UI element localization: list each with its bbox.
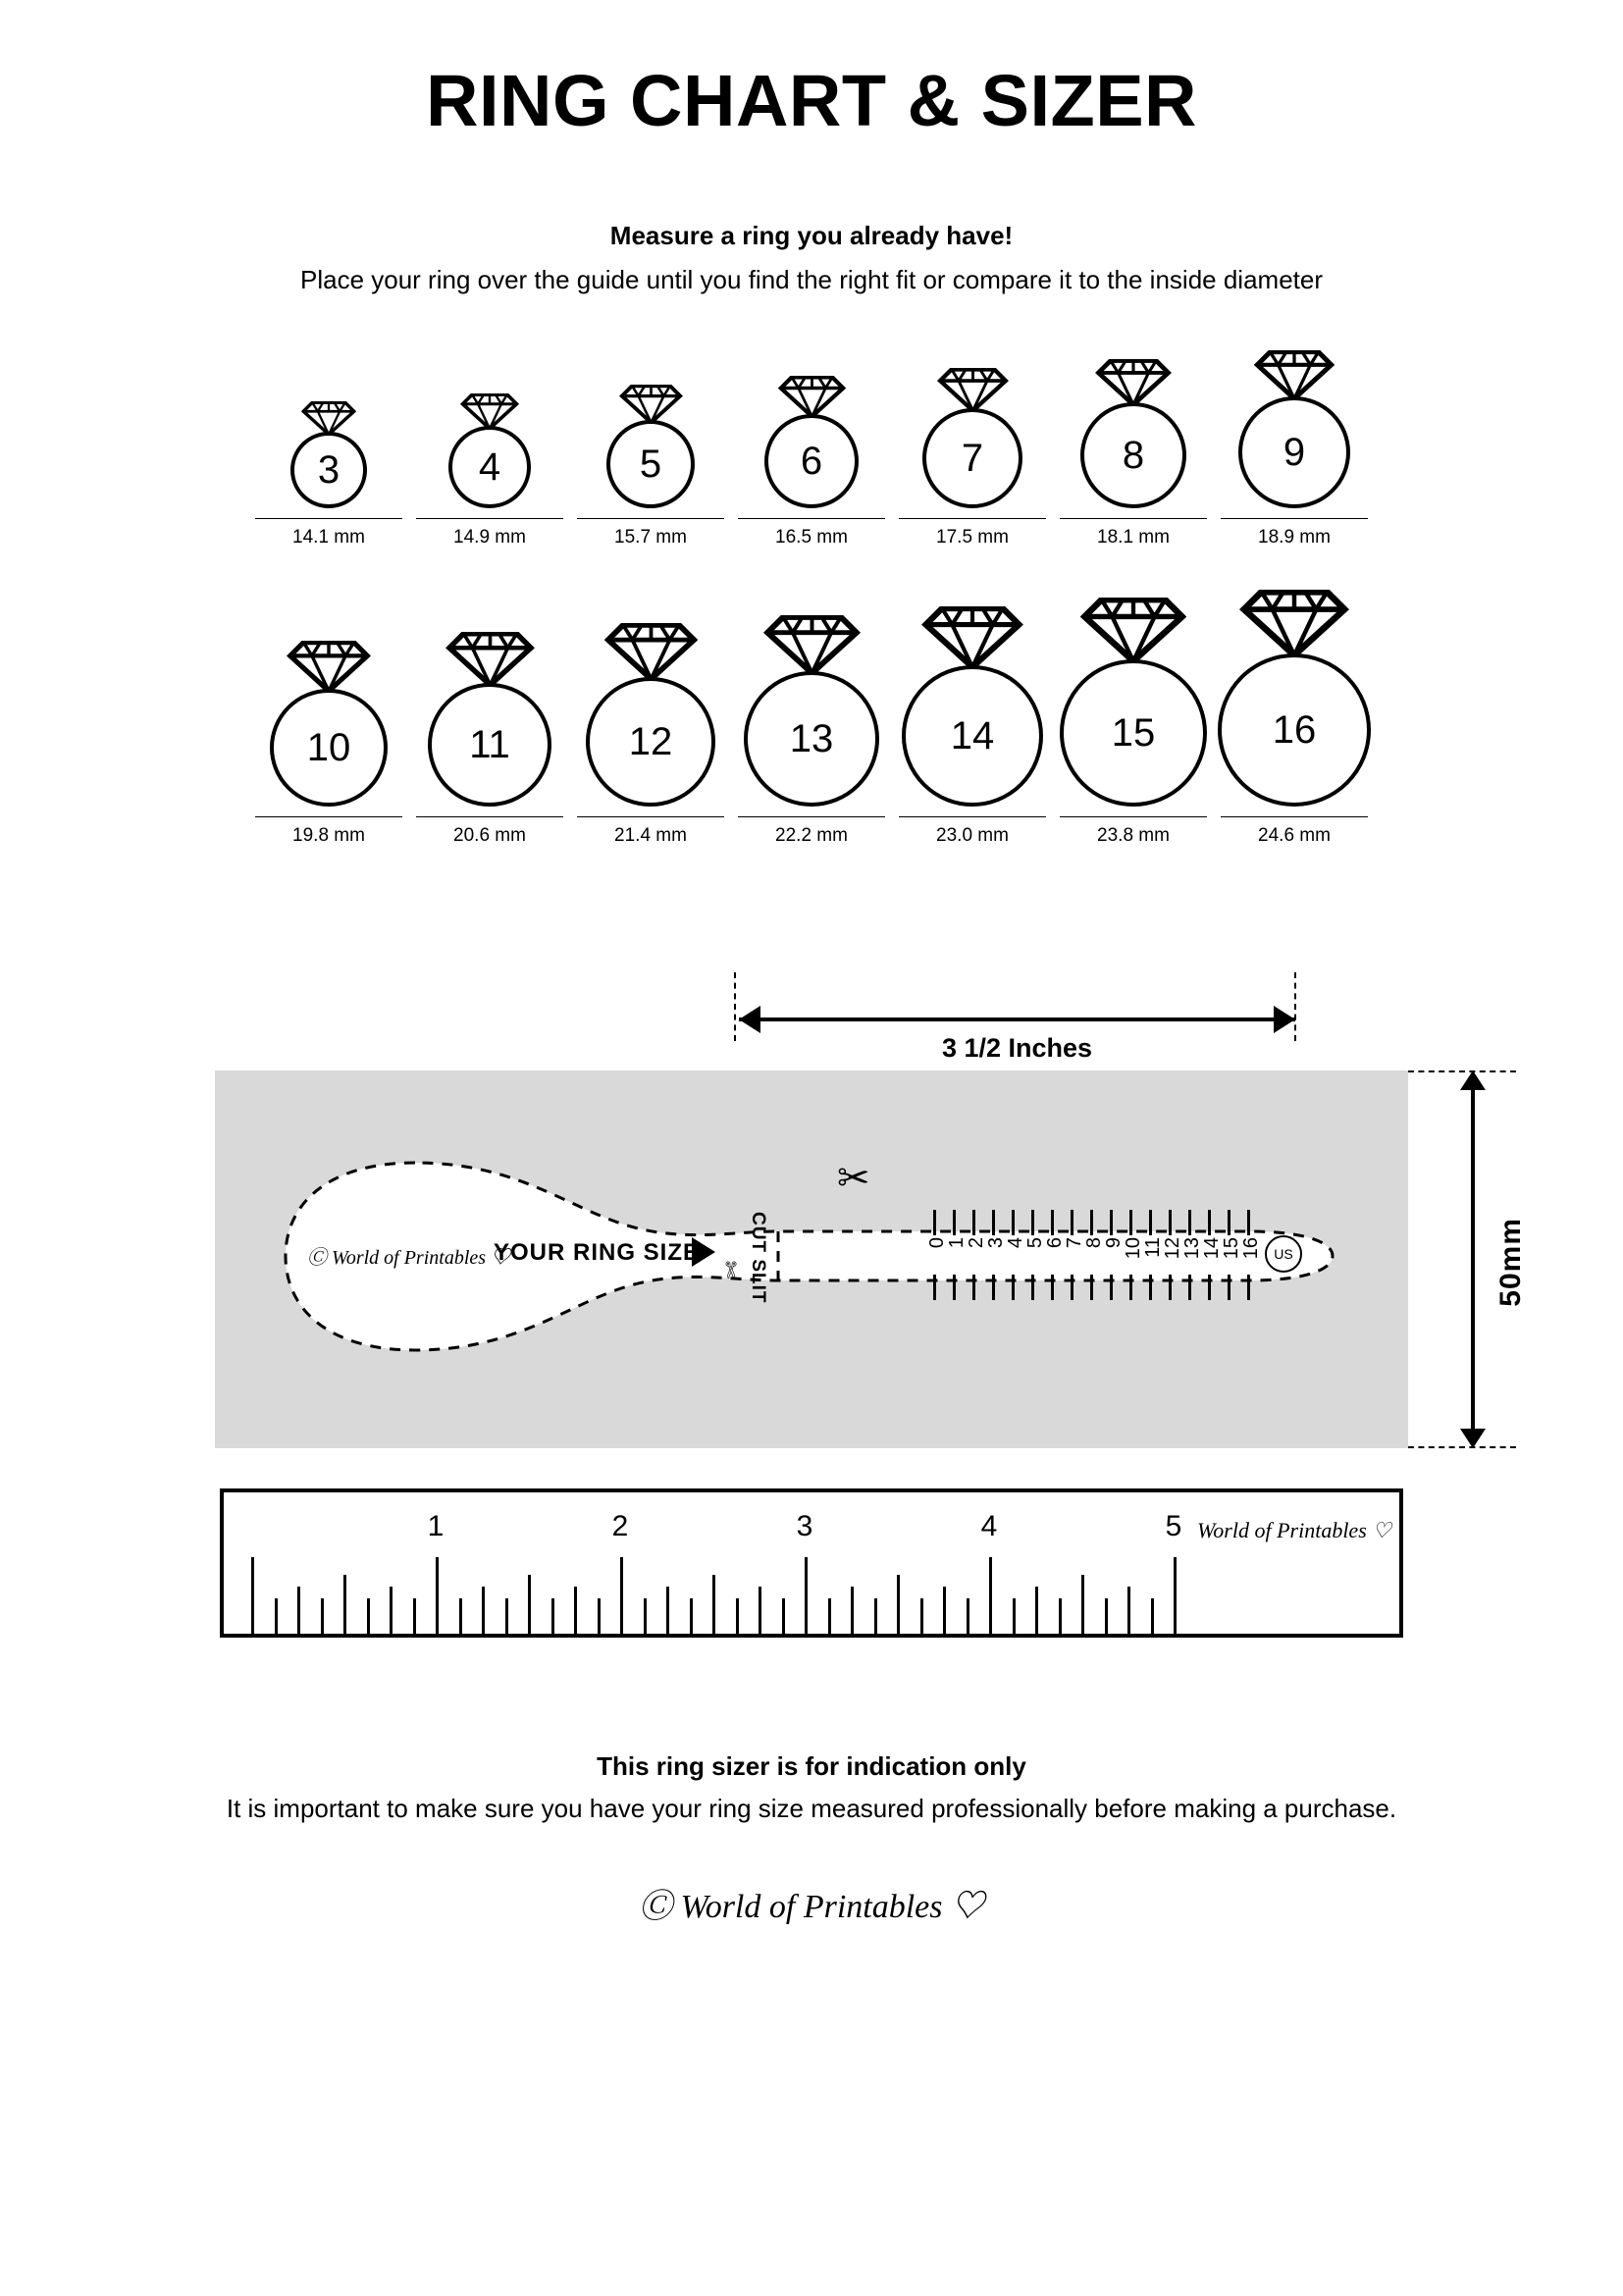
dimension-tick-left [734, 972, 736, 1041]
size-scale-number: 0 [926, 1237, 948, 1249]
ruler-tick [920, 1598, 923, 1634]
ring-diameter-label: 14.9 mm [453, 527, 526, 548]
ruler-number: 3 [796, 1510, 813, 1543]
ruler-tick [897, 1575, 900, 1634]
size-scale-tick [1188, 1210, 1191, 1235]
arrow-head-up-icon [1460, 1070, 1486, 1090]
diamond-icon [1095, 359, 1172, 406]
diamond-icon [1080, 598, 1186, 663]
ring-graphic [1080, 359, 1186, 508]
ruler-number: 2 [611, 1510, 629, 1543]
ring-size-cell [248, 401, 409, 548]
size-scale-tick [972, 1210, 975, 1235]
size-scale-tick [1071, 1210, 1073, 1235]
ring-size-circle [922, 408, 1022, 508]
ruler-number: 1 [427, 1510, 445, 1543]
ring-graphic [764, 376, 859, 508]
size-scale-tick [953, 1275, 956, 1300]
ring-size-circle [290, 432, 367, 508]
arrow-head-down-icon [1460, 1429, 1486, 1448]
ruler-tick [644, 1598, 647, 1634]
height-label: 50mm [1494, 1218, 1527, 1308]
ring-size-circle [744, 671, 879, 807]
brand-mark-small: Ⓒ World of Printables ♡ [307, 1247, 511, 1270]
diamond-icon [301, 401, 356, 436]
ring-size-cell [731, 615, 892, 847]
dimension-line [739, 1018, 1295, 1021]
ruler-tick [482, 1587, 485, 1634]
ring-row-1 [0, 350, 1623, 548]
inch-ruler [220, 1488, 1403, 1638]
diamond-icon [619, 385, 683, 424]
ring-size-cell [1214, 350, 1375, 548]
ring-size-cell [409, 393, 570, 548]
size-scale-number: 12 [1162, 1237, 1183, 1260]
ruler-tick [343, 1575, 346, 1634]
ring-graphic [448, 393, 531, 508]
ring-size-cell [892, 606, 1053, 847]
size-scale-tick [992, 1210, 995, 1235]
ring-size-circle [1238, 396, 1350, 508]
size-scale-number: 16 [1240, 1237, 1262, 1260]
ring-diameter-wrap [899, 518, 1046, 548]
ruler-tick [367, 1598, 370, 1634]
ring-size-number: 4 [478, 445, 501, 490]
ring-graphic [1238, 350, 1350, 508]
size-scale-tick [1247, 1210, 1250, 1235]
size-scale-tick [1149, 1275, 1152, 1300]
footer-note [0, 1751, 1623, 1824]
size-scale [927, 1210, 1261, 1308]
size-scale-number: 4 [1005, 1237, 1026, 1249]
sizer-strip [268, 1151, 1357, 1362]
ring-size-number: 3 [317, 448, 340, 493]
ring-diameter-label: 18.1 mm [1097, 527, 1170, 548]
ruler-tick [1151, 1598, 1154, 1634]
ring-diameter-wrap [738, 518, 885, 548]
ring-graphic [290, 401, 367, 508]
ring-graphic [1218, 590, 1371, 807]
ring-size-cell [731, 376, 892, 548]
size-scale-tick [1090, 1275, 1093, 1300]
ring-graphic [902, 606, 1043, 807]
ruler-tick [505, 1598, 508, 1634]
intro-heading: Measure a ring you already have! [609, 221, 1014, 251]
size-scale-tick [1110, 1210, 1113, 1235]
ring-size-number: 10 [306, 726, 351, 770]
ring-graphic [606, 385, 695, 508]
ring-size-number: 14 [950, 714, 995, 758]
ring-graphic [744, 615, 879, 807]
ring-diameter-label: 23.0 mm [936, 825, 1009, 847]
ring-diameter-wrap [1060, 816, 1207, 847]
ring-diameter-label: 22.2 mm [775, 825, 848, 847]
ruler-tick [598, 1598, 601, 1634]
ring-diameter-label: 18.9 mm [1258, 527, 1331, 548]
diamond-icon [778, 376, 846, 418]
size-scale-tick [1129, 1210, 1132, 1235]
ring-size-circle [1218, 653, 1371, 807]
ring-graphic [270, 641, 388, 807]
ring-diameter-wrap [416, 518, 563, 548]
ruler-tick [989, 1557, 992, 1634]
ring-size-cell [570, 385, 731, 548]
ring-diameter-label: 21.4 mm [614, 825, 687, 847]
diamond-icon [445, 632, 535, 687]
ring-diameter-wrap [255, 518, 402, 548]
ring-diameter-wrap [1221, 518, 1368, 548]
ring-size-chart [0, 350, 1623, 847]
ruler-tick [574, 1587, 577, 1634]
ring-size-number: 6 [800, 440, 823, 484]
ruler-tick [436, 1557, 439, 1634]
ring-size-number: 16 [1272, 708, 1317, 753]
diamond-icon [1239, 590, 1349, 657]
ruler-tick [805, 1557, 808, 1634]
ring-size-circle [764, 414, 859, 508]
diamond-icon [921, 606, 1023, 669]
size-scale-tick [1129, 1275, 1132, 1300]
ring-graphic [922, 368, 1022, 508]
ruler-tick [321, 1598, 324, 1634]
size-scale-tick [933, 1210, 936, 1235]
us-badge: US [1265, 1235, 1302, 1273]
ruler-tick [1174, 1557, 1177, 1634]
ring-diameter-label: 23.8 mm [1097, 825, 1170, 847]
ring-diameter-wrap [416, 816, 563, 847]
ruler-number: 4 [980, 1510, 998, 1543]
ring-size-circle [428, 683, 551, 807]
width-dimension [215, 972, 1408, 1070]
sizer-template-section [0, 972, 1623, 1394]
ruler-tick [712, 1575, 715, 1634]
ring-size-number: 5 [639, 443, 662, 487]
size-scale-number: 14 [1201, 1237, 1223, 1260]
ring-diameter-label: 24.6 mm [1258, 825, 1331, 847]
ring-size-number: 7 [961, 437, 984, 481]
ring-size-circle [606, 420, 695, 508]
ring-diameter-wrap [738, 816, 885, 847]
ruler-tick [874, 1598, 877, 1634]
size-scale-tick [1208, 1210, 1211, 1235]
size-scale-tick [1169, 1275, 1172, 1300]
size-scale-tick [953, 1210, 956, 1235]
size-scale-number: 6 [1044, 1237, 1066, 1249]
ruler-tick [297, 1587, 300, 1634]
ring-size-circle [1080, 402, 1186, 508]
diamond-icon [763, 615, 861, 675]
size-scale-number: 15 [1221, 1237, 1242, 1260]
ring-size-circle [586, 677, 715, 807]
page-title: RING CHART & SIZER [426, 60, 1197, 141]
size-scale-tick [972, 1275, 975, 1300]
size-scale-number: 3 [985, 1237, 1007, 1249]
intro-block [0, 221, 1623, 295]
ring-graphic [428, 632, 551, 807]
size-scale-tick [1228, 1275, 1230, 1300]
size-scale-number: 11 [1142, 1237, 1164, 1259]
ruler-tick [459, 1598, 462, 1634]
arrow-head-right-icon [1274, 1006, 1295, 1033]
ring-diameter-label: 20.6 mm [453, 825, 526, 847]
size-scale-tick [1031, 1275, 1034, 1300]
size-scale-number: 13 [1181, 1237, 1203, 1260]
ruler-tick [782, 1598, 785, 1634]
ring-size-cell [1053, 598, 1214, 847]
ruler-tick [251, 1557, 254, 1634]
size-scale-number: 7 [1064, 1237, 1085, 1249]
ring-diameter-wrap [899, 816, 1046, 847]
ruler-tick [967, 1598, 969, 1634]
size-scale-number: 10 [1123, 1237, 1144, 1260]
size-scale-tick [1149, 1210, 1152, 1235]
ring-size-cell [1214, 590, 1375, 847]
arrow-head-left-icon [739, 1006, 760, 1033]
ring-size-circle [902, 665, 1043, 807]
ruler-tick [1059, 1598, 1062, 1634]
ruler-tick [551, 1598, 554, 1634]
ring-size-number: 13 [789, 717, 834, 761]
ruler-tick [759, 1587, 761, 1634]
ring-diameter-label: 17.5 mm [936, 527, 1009, 548]
width-label: 3 1/2 Inches [941, 1033, 1093, 1064]
ring-size-circle [270, 689, 388, 807]
intro-text: Place your ring over the guide until you find the right fit or compare it to the inside diameter [299, 265, 1323, 295]
size-scale-tick [1071, 1275, 1073, 1300]
size-scale-tick [1188, 1275, 1191, 1300]
size-scale-number: 5 [1024, 1237, 1046, 1249]
size-scale-tick [1090, 1210, 1093, 1235]
ring-size-circle [1060, 659, 1207, 807]
size-scale-number: 8 [1083, 1237, 1105, 1249]
ring-diameter-wrap [1221, 816, 1368, 847]
diamond-icon [1254, 350, 1335, 400]
ruler-number: 5 [1165, 1510, 1182, 1543]
size-scale-tick [933, 1275, 936, 1300]
ring-size-circle [448, 426, 531, 508]
pointer-arrow-icon [692, 1237, 715, 1267]
ruler-tick [275, 1598, 278, 1634]
size-scale-tick [1110, 1275, 1113, 1300]
ring-size-cell [1053, 359, 1214, 548]
diamond-icon [460, 393, 519, 430]
ruler-tick [943, 1587, 946, 1634]
ring-size-number: 11 [469, 723, 510, 767]
ring-size-number: 12 [628, 720, 673, 764]
ruler-brand-mark: World of Printables ♡ [1197, 1518, 1391, 1543]
ring-size-cell [570, 623, 731, 847]
size-scale-tick [1228, 1210, 1230, 1235]
diamond-icon [937, 368, 1009, 412]
sizer-grey-band [215, 1070, 1527, 1448]
ring-size-cell [409, 632, 570, 847]
ring-diameter-label: 14.1 mm [292, 527, 365, 548]
ruler-tick [1081, 1575, 1084, 1634]
ring-graphic [586, 623, 715, 807]
ruler-tick [1127, 1587, 1130, 1634]
ruler-tick [528, 1575, 531, 1634]
ring-diameter-label: 15.7 mm [614, 527, 687, 548]
ring-diameter-label: 16.5 mm [775, 527, 848, 548]
ruler-tick [620, 1557, 623, 1634]
ring-diameter-wrap [577, 518, 724, 548]
ring-size-number: 15 [1111, 711, 1156, 756]
footer-text: It is important to make sure you have your ring size measured professionally before making a purchase. [226, 1794, 1397, 1824]
size-scale-tick [1247, 1275, 1250, 1300]
your-ring-size-label: YOUR RING SIZE [494, 1239, 701, 1267]
size-scale-tick [1051, 1210, 1054, 1235]
ring-diameter-wrap [255, 816, 402, 847]
ring-size-cell [892, 368, 1053, 548]
ring-diameter-label: 19.8 mm [292, 825, 365, 847]
footer-brand-mark: Ⓒ World of Printables ♡ [639, 1889, 984, 1926]
ruler-tick [1035, 1587, 1038, 1634]
ruler-tick [413, 1598, 416, 1634]
ruler-tick [1013, 1598, 1016, 1634]
ruler-tick [736, 1598, 739, 1634]
ring-size-number: 9 [1283, 431, 1306, 475]
height-dimension [1471, 1070, 1475, 1448]
size-scale-number: 2 [966, 1237, 987, 1249]
ruler-tick [828, 1598, 831, 1634]
cut-slit-label: CUT SLIT [748, 1212, 768, 1304]
ring-graphic [1060, 598, 1207, 807]
height-line [1471, 1088, 1475, 1431]
scissors-icon: ✂ [837, 1157, 870, 1201]
size-scale-tick [1169, 1210, 1172, 1235]
size-scale-tick [1208, 1275, 1211, 1300]
size-scale-number: 1 [946, 1237, 968, 1249]
diamond-icon [604, 623, 698, 681]
size-scale-tick [1031, 1210, 1034, 1235]
ring-diameter-wrap [1060, 518, 1207, 548]
scissors-small-icon: ✄ [718, 1261, 744, 1279]
diamond-icon [287, 641, 371, 693]
size-scale-tick [1012, 1275, 1015, 1300]
ruler-tick [666, 1587, 669, 1634]
ruler-tick [390, 1587, 393, 1634]
ruler-tick [690, 1598, 693, 1634]
footer-heading: This ring sizer is for indication only [597, 1751, 1026, 1782]
ring-row-2 [0, 590, 1623, 847]
ruler-tick [851, 1587, 854, 1634]
ring-size-cell [248, 641, 409, 847]
size-scale-tick [1012, 1210, 1015, 1235]
size-scale-number: 9 [1103, 1237, 1125, 1249]
ring-diameter-wrap [577, 816, 724, 847]
size-scale-tick [992, 1275, 995, 1300]
size-scale-tick [1051, 1275, 1054, 1300]
ruler-tick [1105, 1598, 1108, 1634]
ring-size-number: 8 [1122, 434, 1145, 478]
